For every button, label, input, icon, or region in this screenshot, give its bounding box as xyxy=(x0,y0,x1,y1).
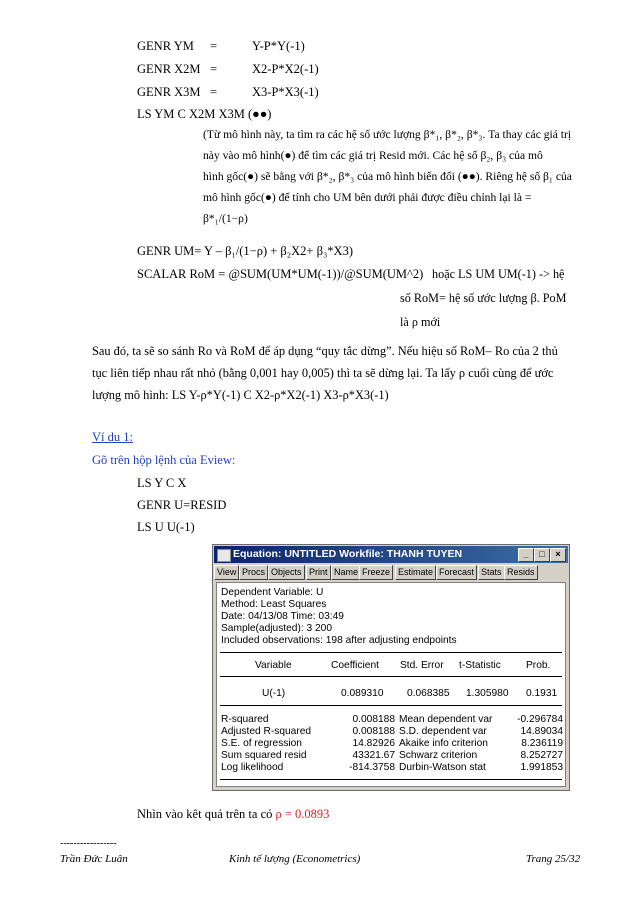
rhs-note-line: hoặc LS UM UM(-1) -> hệ xyxy=(432,267,565,281)
stat-label: S.E. of regression xyxy=(221,738,302,749)
row-prob: 0.1931 xyxy=(526,688,558,699)
paragraph-line: Sau đó, ta sẽ so sánh Ro và RoM để áp dụng “quy tắc dừng”. Nếu hiệu số RoM– Ro của 2 thủ xyxy=(92,344,558,358)
stat-value: 1.991853 xyxy=(520,762,563,773)
example-heading: Ví du 1: xyxy=(92,430,133,444)
stat-value: 14.82926 xyxy=(352,738,395,749)
toolbar-button-freeze[interactable]: Freeze xyxy=(359,565,393,580)
table-rule xyxy=(220,652,562,653)
note-line: mô hình gốc(●) để tính cho UM bên dưới phải được điều chỉnh lại là = xyxy=(203,191,532,204)
note-line: này vào mô hình(●) để tìm các giá trị Resid mới. Các hệ số β₂, β₃ của mô xyxy=(203,149,543,162)
footer-rule: ----------------- xyxy=(60,838,117,849)
note-line: β*₁/(1−ρ) xyxy=(203,212,248,225)
stat-value: 0.008188 xyxy=(352,726,395,737)
stat-label: Adjusted R-squared xyxy=(221,726,312,737)
row-t-statistic: 1.305980 xyxy=(466,688,509,699)
table-rule xyxy=(220,779,562,780)
output-header-line: Date: 04/13/08 Time: 03:49 xyxy=(221,611,344,622)
note-line: (Từ mô hình này, ta tìm ra các hệ số ước lượng β*₁, β*₂, β*₃. Ta thay các giá trị xyxy=(203,128,572,141)
output-header-line: Included observations: 198 after adjusting endpoints xyxy=(221,635,457,646)
stat-label: Durbin-Watson stat xyxy=(399,762,486,773)
example-subheading: Gõ trên hộp lệnh của Eview: xyxy=(92,453,236,467)
paragraph xyxy=(92,340,600,406)
example-command: LS Y C X xyxy=(137,476,187,490)
toolbar-button-objects[interactable]: Objects xyxy=(268,565,305,580)
command-scalar-rom: SCALAR RoM = @SUM(UM*UM(-1))/@SUM(UM^2) xyxy=(137,267,424,281)
output-panel xyxy=(216,582,566,787)
rho-value: ρ = 0.0893 xyxy=(275,807,330,821)
column-header-prob: Prob. xyxy=(526,660,551,671)
command-ls-ym: LS YM C X2M X3M (●●) xyxy=(137,107,272,121)
toolbar-button-estimate[interactable]: Estimate xyxy=(395,565,436,580)
stat-label: S.D. dependent var xyxy=(399,726,487,737)
stat-value: -814.3758 xyxy=(349,762,395,773)
toolbar-button-view[interactable]: View xyxy=(214,565,239,580)
toolbar-button-name[interactable]: Name xyxy=(331,565,361,580)
conclusion-line xyxy=(137,807,329,822)
command-genr-x2m: GENR X2M = X2-P*X2(-1) xyxy=(137,62,319,76)
column-header-coefficient: Coefficient xyxy=(331,660,379,671)
example-command: LS U U(-1) xyxy=(137,520,195,534)
stat-label: Mean dependent var xyxy=(399,714,493,725)
output-header-line: Method: Least Squares xyxy=(221,599,327,610)
window-title-bar[interactable] xyxy=(214,546,568,563)
window-title: Equation: UNTITLED Workfile: THANH TUYEN xyxy=(233,548,463,560)
rhs-note-line: số RoM= hệ số ước lượng β. PoM xyxy=(400,291,567,305)
note-block xyxy=(203,124,600,229)
close-icon[interactable]: × xyxy=(550,548,566,562)
command-genr-ym: GENR YM = Y-P*Y(-1) xyxy=(137,39,305,53)
minimize-icon[interactable]: _ xyxy=(518,548,534,562)
rhs-note-line: là ρ mới xyxy=(400,315,441,329)
toolbar-button-forecast[interactable]: Forecast xyxy=(436,565,477,580)
paragraph-line: tục liên tiếp nhau rất nhỏ (bằng 0,001 hay 0,005) thì ta sẽ dừng lại. Ta lấy ρ cuối cùng để ước xyxy=(92,366,554,380)
equation-icon xyxy=(217,549,231,562)
window-toolbar xyxy=(214,565,568,580)
column-header-t-statistic: t-Statistic xyxy=(459,660,501,671)
row-coefficient: 0.089310 xyxy=(341,688,384,699)
paragraph-line: lượng mô hình: LS Y-ρ*Y(-1) C X2-ρ*X2(-1) X3-ρ*X3(-1) xyxy=(92,388,389,402)
note-line: hình gốc(●) sẽ bằng với β*₂, β*₃ của mô hình biến đổi (●●). Riêng hệ số β₁ của xyxy=(203,170,572,183)
stat-value: 0.008188 xyxy=(352,714,395,725)
row-variable: U(-1) xyxy=(262,688,286,699)
command-genr-um: GENR UM= Y – β₁/(1−ρ) + β₂X2+ β₃*X3) xyxy=(137,244,353,258)
conclusion-text: Nhìn vào kêt quả trên ta có xyxy=(137,807,276,821)
output-header-line: Sample(adjusted): 3 200 xyxy=(221,623,332,634)
toolbar-button-resids[interactable]: Resids xyxy=(504,565,538,580)
column-header-variable: Variable xyxy=(255,660,292,671)
stat-value: 14.89034 xyxy=(520,726,563,737)
stat-value: 8.252727 xyxy=(520,750,563,761)
toolbar-button-print[interactable]: Print xyxy=(306,565,331,580)
command-genr-x3m: GENR X3M = X3-P*X3(-1) xyxy=(137,85,319,99)
footer-course: Kinh tế lượng (Econometrics) xyxy=(229,853,361,865)
row-std-error: 0.068385 xyxy=(407,688,450,699)
stat-value: 8.236119 xyxy=(521,738,563,749)
stat-value: -0.296784 xyxy=(517,714,563,725)
stat-label: R-squared xyxy=(221,714,269,725)
stat-label: Sum squared resid xyxy=(221,750,307,761)
stat-label: Akaike info criterion xyxy=(399,738,488,749)
toolbar-button-procs[interactable]: Procs xyxy=(239,565,268,580)
output-header-line: Dependent Variable: U xyxy=(221,587,324,598)
example-command: GENR U=RESID xyxy=(137,498,227,512)
column-header-std-error: Std. Error xyxy=(400,660,444,671)
table-rule xyxy=(220,705,562,706)
stat-label: Schwarz criterion xyxy=(399,750,478,761)
stat-value: 43321.67 xyxy=(352,750,395,761)
stat-label: Log likelihood xyxy=(221,762,284,773)
footer-page: Trang 25/32 xyxy=(526,853,581,865)
table-rule xyxy=(220,676,562,677)
eviews-equation-window xyxy=(212,544,570,791)
footer-author: Trần Đức Luân xyxy=(60,853,128,865)
maximize-icon[interactable]: □ xyxy=(534,548,550,562)
toolbar-button-stats[interactable]: Stats xyxy=(478,565,505,580)
